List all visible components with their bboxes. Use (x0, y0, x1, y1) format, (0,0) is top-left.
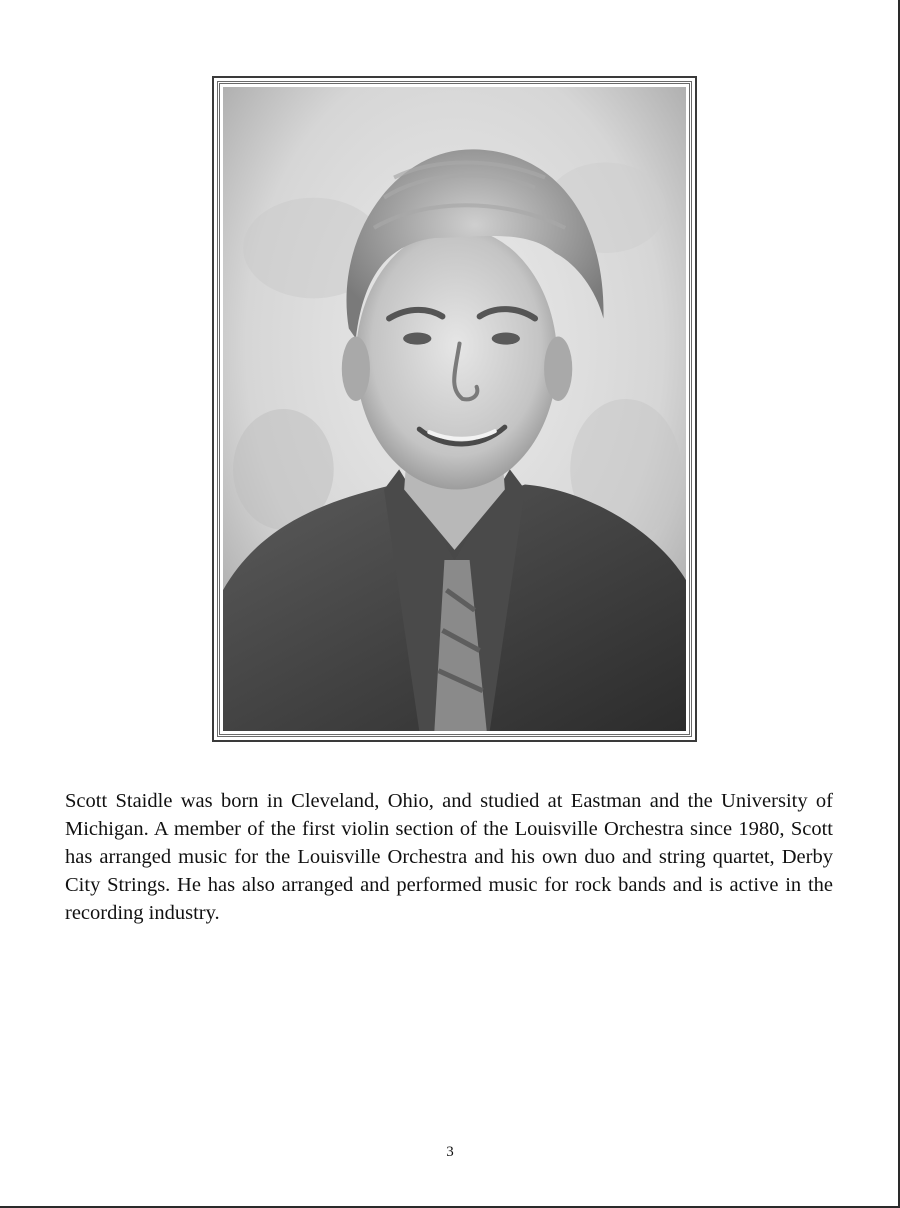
portrait-photo-inner-frame (217, 81, 692, 737)
biography-paragraph: Scott Staidle was born in Cleveland, Ohio, and studied at Eastman and the University of Michigan. A member of the first violin section of the Louisville Orchestra since 1980, Scott has arranged music for the Louisville Orchestra and his own duo and string quartet, Derby City Strings. He has also arranged and performed music for rock bands and is active in the recording industry. (65, 790, 833, 924)
portrait-photo-frame (212, 76, 697, 742)
portrait-photo (223, 87, 686, 731)
page-number: 3 (446, 1144, 454, 1160)
